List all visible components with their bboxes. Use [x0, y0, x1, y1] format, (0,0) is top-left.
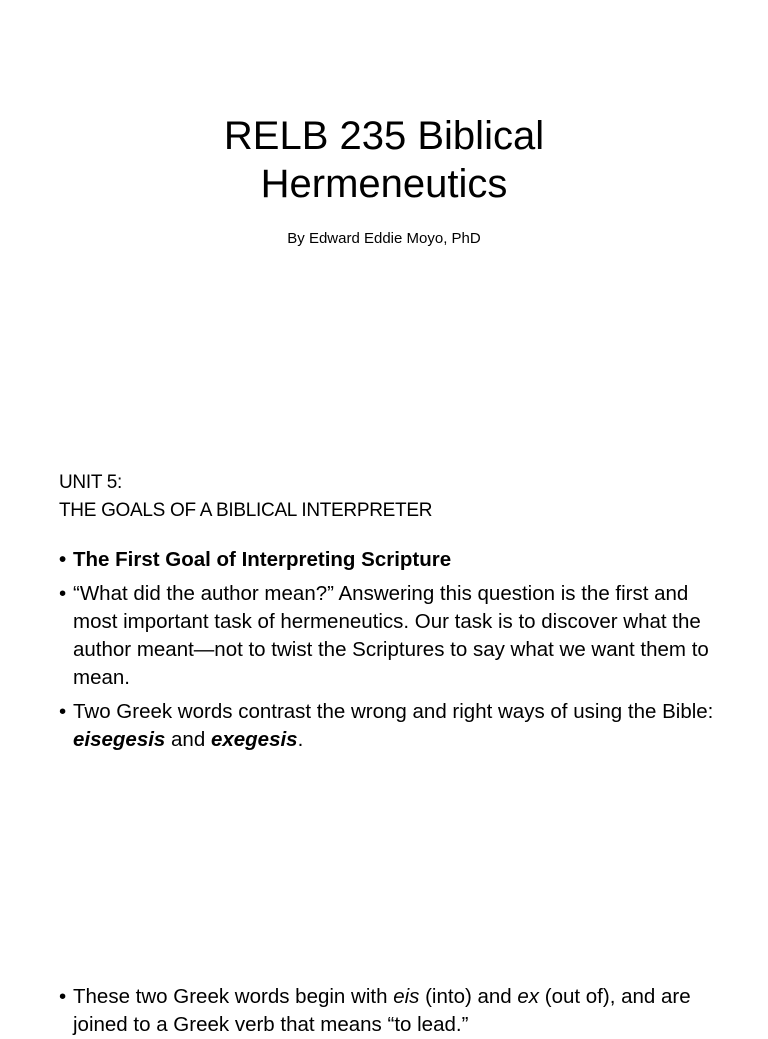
bullet-first-goal: • The First Goal of Interpreting Scripture	[59, 546, 729, 574]
unit-label: UNIT 5:	[59, 472, 123, 493]
slide-title	[0, 112, 768, 208]
unit-heading	[59, 469, 432, 525]
prefixes-middle-1: (into) and	[419, 985, 518, 1008]
prefixes-middle-2: (out of), and are joined to a Greek verb that means “to lead.”	[73, 985, 691, 1036]
prefixes-intro: These two Greek words begin with	[73, 985, 394, 1008]
unit-title: THE GOALS OF A BIBLICAL INTERPRETER	[59, 500, 433, 521]
slide-title-line-1: RELB 235 Biblical	[223, 114, 545, 158]
author-subtitle: By Edward Eddie Moyo, PhD	[287, 230, 481, 247]
term-eis: eis	[393, 985, 420, 1008]
term-exegesis: exegesis	[210, 728, 298, 751]
slide-title-line-2: Hermeneutics	[260, 162, 508, 206]
greek-words-end: .	[297, 728, 304, 751]
term-eisegesis: eisegesis	[73, 728, 166, 751]
bullet-greek-words	[59, 698, 729, 754]
bullet-list-lower	[59, 983, 729, 1039]
title-slide	[0, 0, 768, 432]
bullet-author-meaning: • “What did the author mean?” Answering this question is the first and most important task of hermeneutics. Our task is to discover what the author meant—not to twist the Scriptures to say what we want them to mean.	[59, 580, 729, 692]
greek-words-and: and	[165, 728, 211, 751]
bullet-greek-prefixes	[59, 983, 729, 1039]
bullet-list	[59, 546, 729, 760]
term-ex: ex	[517, 985, 540, 1008]
greek-words-intro: Two Greek words contrast the wrong and right ways of using the Bible:	[73, 700, 714, 723]
content-slide	[0, 432, 768, 1036]
